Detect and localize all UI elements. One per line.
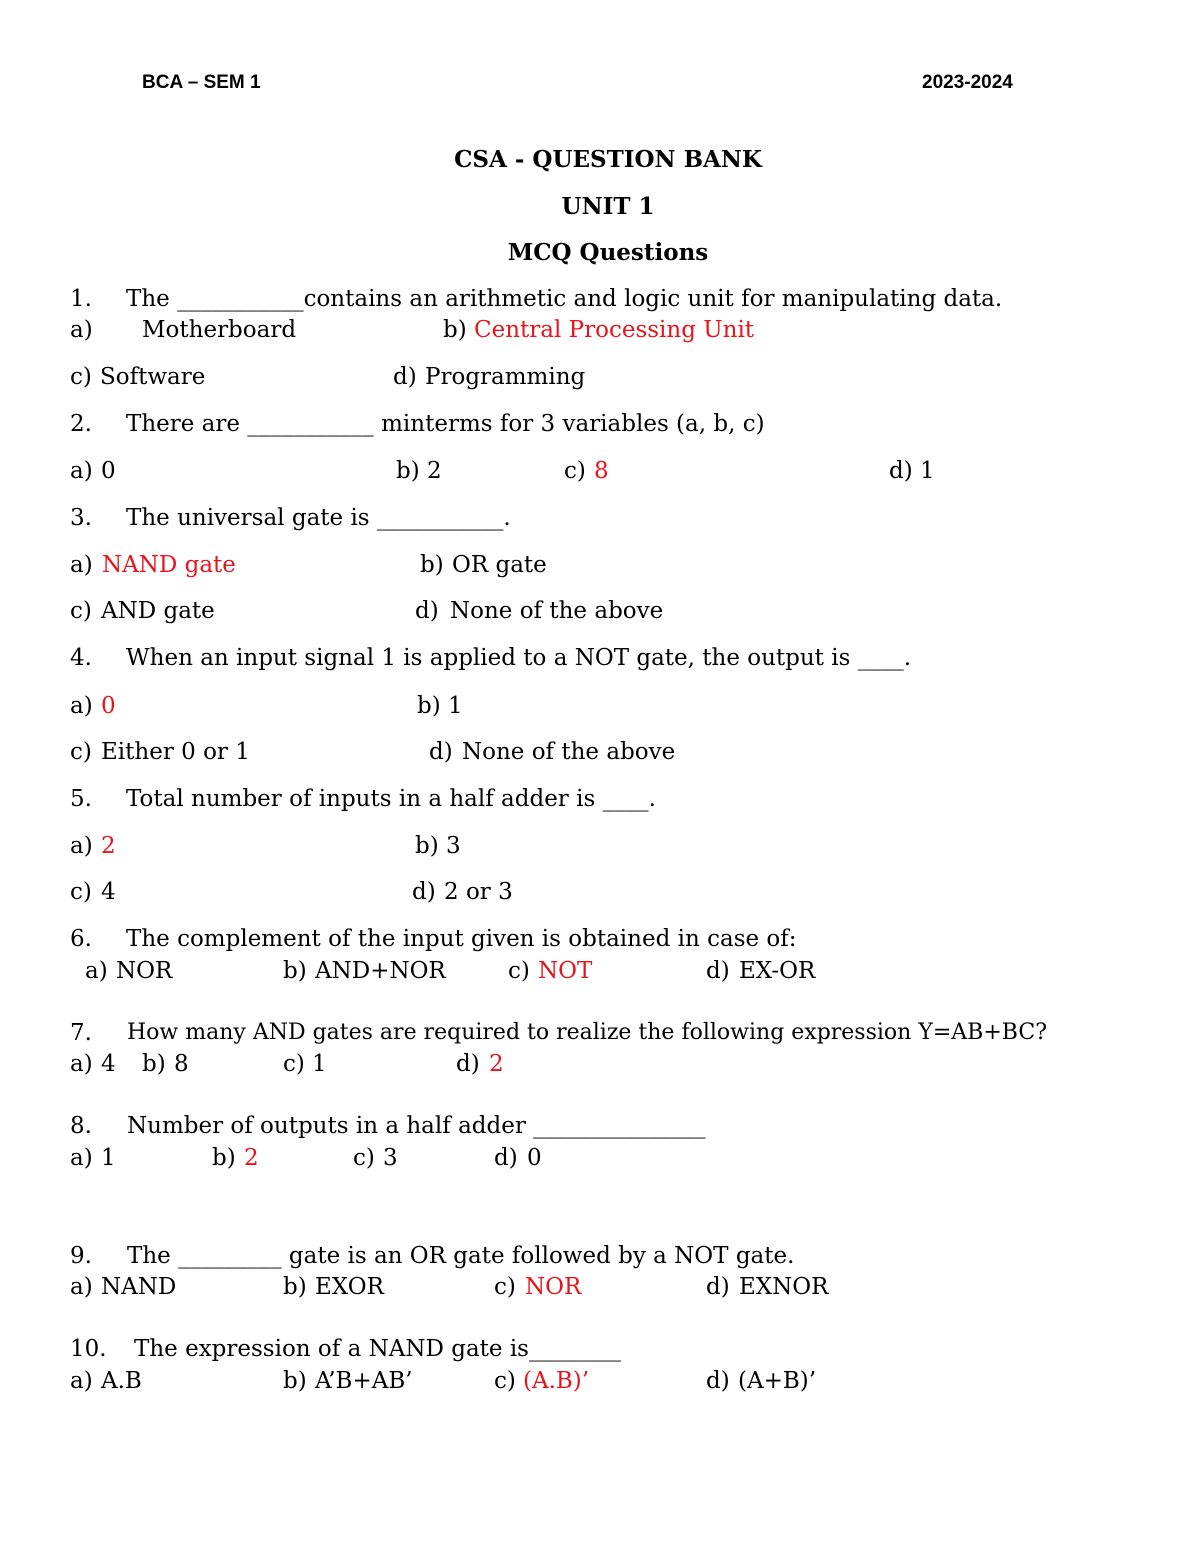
question-number: 9. [70, 1243, 92, 1269]
option-label: a) [70, 317, 93, 343]
option-label: d) [706, 1274, 730, 1300]
option-label: c) [283, 1051, 305, 1077]
option-label: d) [706, 1368, 730, 1394]
option-label: d) [415, 598, 439, 624]
option-text-correct: 2 [244, 1145, 259, 1171]
option-text: 2 or 3 [444, 879, 513, 905]
option-text: 2 [427, 458, 442, 484]
option-text: 1 [101, 1145, 116, 1171]
option-text: EX-OR [739, 958, 816, 984]
option-text: 0 [101, 458, 116, 484]
option-label: b) [443, 317, 467, 343]
option-label: c) [508, 958, 530, 984]
option-text-correct: 2 [489, 1051, 504, 1077]
option-label: b) [396, 458, 420, 484]
unit-title: UNIT 1 [561, 193, 655, 220]
question-number: 1. [70, 286, 92, 312]
option-label: d) [412, 879, 436, 905]
option-label: d) [706, 958, 730, 984]
option-label: c) [353, 1145, 375, 1171]
question-text: The expression of a NAND gate is________ [134, 1336, 621, 1362]
option-label: d) [889, 458, 913, 484]
option-text-correct: NOR [525, 1274, 582, 1300]
option-label: b) [283, 1274, 307, 1300]
question-number: 6. [70, 926, 92, 952]
question-text: Number of outputs in a half adder _______________ [127, 1113, 706, 1139]
question-text: The ___________contains an arithmetic and logic unit for manipulating data. [126, 286, 1003, 312]
option-text: 1 [920, 458, 935, 484]
option-text: 8 [174, 1051, 189, 1077]
option-text: AND+NOR [315, 958, 446, 984]
option-label: b) [417, 693, 441, 719]
question-text: How many AND gates are required to realize the following expression Y=AB+BC? [127, 1020, 1047, 1045]
option-text: 3 [383, 1145, 398, 1171]
question-text: There are ___________ minterms for 3 variables (a, b, c) [126, 411, 765, 437]
option-label: d) [429, 739, 453, 765]
option-label: a) [70, 458, 93, 484]
option-label: b) [283, 1368, 307, 1394]
option-text: 0 [527, 1145, 542, 1171]
question-text: The complement of the input given is obtained in case of: [126, 926, 797, 952]
option-label: a) [70, 833, 93, 859]
option-text: NAND [101, 1274, 177, 1300]
option-text: 1 [448, 693, 463, 719]
option-label: a) [70, 1051, 93, 1077]
option-label: c) [70, 879, 92, 905]
option-text-correct: 8 [594, 458, 609, 484]
option-text: Programming [425, 364, 586, 390]
option-label: c) [494, 1274, 516, 1300]
option-text: A.B [101, 1368, 142, 1394]
question-number: 7. [70, 1020, 92, 1046]
option-text: Motherboard [142, 317, 297, 343]
option-text: AND gate [101, 598, 215, 624]
question-number: 8. [70, 1113, 92, 1139]
option-text: Either 0 or 1 [101, 739, 250, 765]
option-text-correct: (A.B)’ [523, 1368, 590, 1394]
option-label: c) [70, 598, 92, 624]
question-text: Total number of inputs in a half adder is ____. [126, 786, 656, 812]
question-number: 2. [70, 411, 92, 437]
document-title: CSA - QUESTION BANK [454, 146, 762, 173]
option-text: 1 [312, 1051, 327, 1077]
option-text: NOR [116, 958, 173, 984]
option-label: c) [494, 1368, 516, 1394]
option-label: a) [70, 1145, 93, 1171]
option-text: A’B+AB’ [315, 1368, 413, 1394]
option-text-correct: NOT [538, 958, 593, 984]
question-number: 4. [70, 645, 92, 671]
question-text: The _________ gate is an OR gate followed by a NOT gate. [127, 1243, 795, 1269]
option-label: b) [142, 1051, 166, 1077]
option-label: d) [456, 1051, 480, 1077]
header-course: BCA – SEM 1 [142, 72, 261, 93]
option-label: a) [70, 1274, 93, 1300]
section-title: MCQ Questions [507, 239, 709, 266]
option-text: (A+B)’ [738, 1368, 817, 1394]
option-text: EXOR [315, 1274, 384, 1300]
question-number: 3. [70, 505, 92, 531]
question-text: When an input signal 1 is applied to a NOT gate, the output is ____. [126, 645, 912, 671]
option-label: c) [564, 458, 586, 484]
option-label: a) [70, 1368, 93, 1394]
option-label: b) [420, 552, 444, 578]
question-text: The universal gate is ___________. [126, 505, 511, 531]
option-text-correct: 2 [101, 833, 116, 859]
option-text-correct: Central Processing Unit [474, 317, 755, 343]
option-label: c) [70, 364, 92, 390]
header-year: 2023-2024 [922, 72, 1013, 93]
option-label: b) [212, 1145, 236, 1171]
option-label: d) [494, 1145, 518, 1171]
option-label: d) [393, 364, 417, 390]
option-text: Software [100, 364, 206, 390]
option-label: a) [70, 552, 93, 578]
option-text: None of the above [450, 598, 664, 624]
question-number: 5. [70, 786, 92, 812]
option-text: None of the above [462, 739, 676, 765]
option-label: b) [283, 958, 307, 984]
option-text-correct: 0 [101, 693, 116, 719]
option-text: 3 [446, 833, 461, 859]
option-text: 4 [101, 1051, 116, 1077]
option-text-correct: NAND gate [102, 552, 236, 578]
option-label: b) [415, 833, 439, 859]
option-label: a) [85, 958, 108, 984]
option-label: a) [70, 693, 93, 719]
option-text: OR gate [452, 552, 547, 578]
option-label: c) [70, 739, 92, 765]
option-text: EXNOR [739, 1274, 829, 1300]
question-number: 10. [70, 1336, 107, 1362]
option-text: 4 [101, 879, 116, 905]
